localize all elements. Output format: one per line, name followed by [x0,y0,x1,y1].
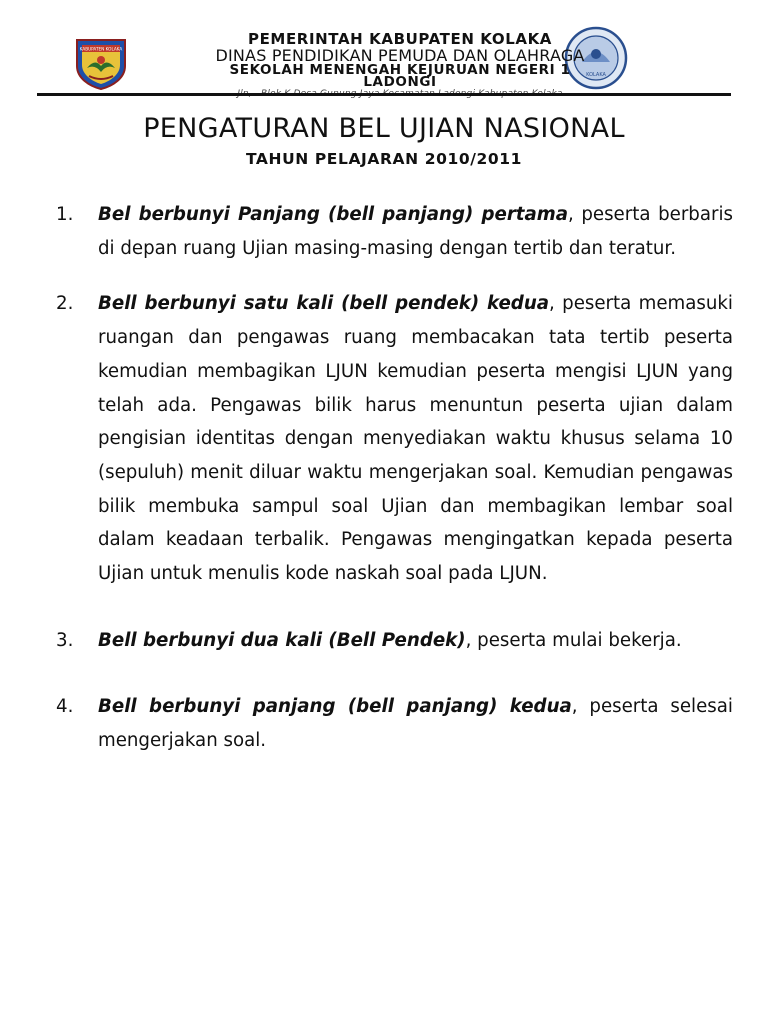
item-lead: Bel berbunyi Panjang (bell panjang) pertama [98,204,568,225]
list-item [56,287,733,590]
item-number: 2. [56,293,74,315]
header-divider [37,93,731,96]
item-text [98,198,733,265]
item-lead: Bell berbunyi panjang (bell panjang) kedua [98,696,572,718]
header-school-line: SEKOLAH MENENGAH KEJURUAN NEGERI 1 [229,62,571,78]
header-location-line: LADONGI [363,74,437,90]
item-body: , peserta memasuki ruangan dan pengawas ruang membacakan tata tertib peserta kemudian membagikan LJUN kemudian peserta mengisi LJUN yang telah ada. Pengawas bilik harus menuntun peserta ujian dalam pengisian identitas dengan menyediakan waktu khusus selama 10 (sepuluh) menit diluar waktu mengerjakan soal. Kemudian pengawas bilik membuka sampul soal Ujian dan membagikan lembar soal dalam keadaan terbalik. Pengawas mengingatkan kepada peserta Ujian untuk menulis kode naskah soal pada LJUN. [98,293,733,585]
list-item [56,198,733,265]
kabupaten-kolaka-emblem-icon [73,36,129,90]
header-department-line: DINAS PENDIDIKAN PEMUDA DAN OLAHRAGA [215,46,585,65]
item-number: 3. [56,629,74,651]
list-item [56,690,733,757]
item-text [98,624,733,658]
item-text [98,287,733,590]
document-subtitle: TAHUN PELAJARAN 2010/2011 [245,150,523,168]
emblem-lettering: KABUPATEN KOLAKA [79,46,123,52]
document-title: PENGATURAN BEL UJIAN NASIONAL [143,113,625,144]
item-text [98,690,733,757]
bell-rules-list [56,198,733,780]
item-lead: Bell berbunyi dua kali (Bell Pendek) [98,629,466,651]
header-government-line: PEMERINTAH KABUPATEN KOLAKA [247,30,552,48]
list-item [56,624,733,658]
item-body: , peserta berbaris di depan ruang Ujian masing-masing dengan tertib dan teratur. [98,204,733,259]
seal-lettering: KOLAKA [586,72,606,78]
item-number: 4. [56,696,74,718]
item-lead: Bell berbunyi satu kali (bell pendek) kedua [98,293,550,315]
item-number: 1. [56,204,74,225]
item-body: , peserta selesai mengerjakan soal. [98,696,733,752]
item-body: , peserta mulai bekerja. [465,629,682,651]
